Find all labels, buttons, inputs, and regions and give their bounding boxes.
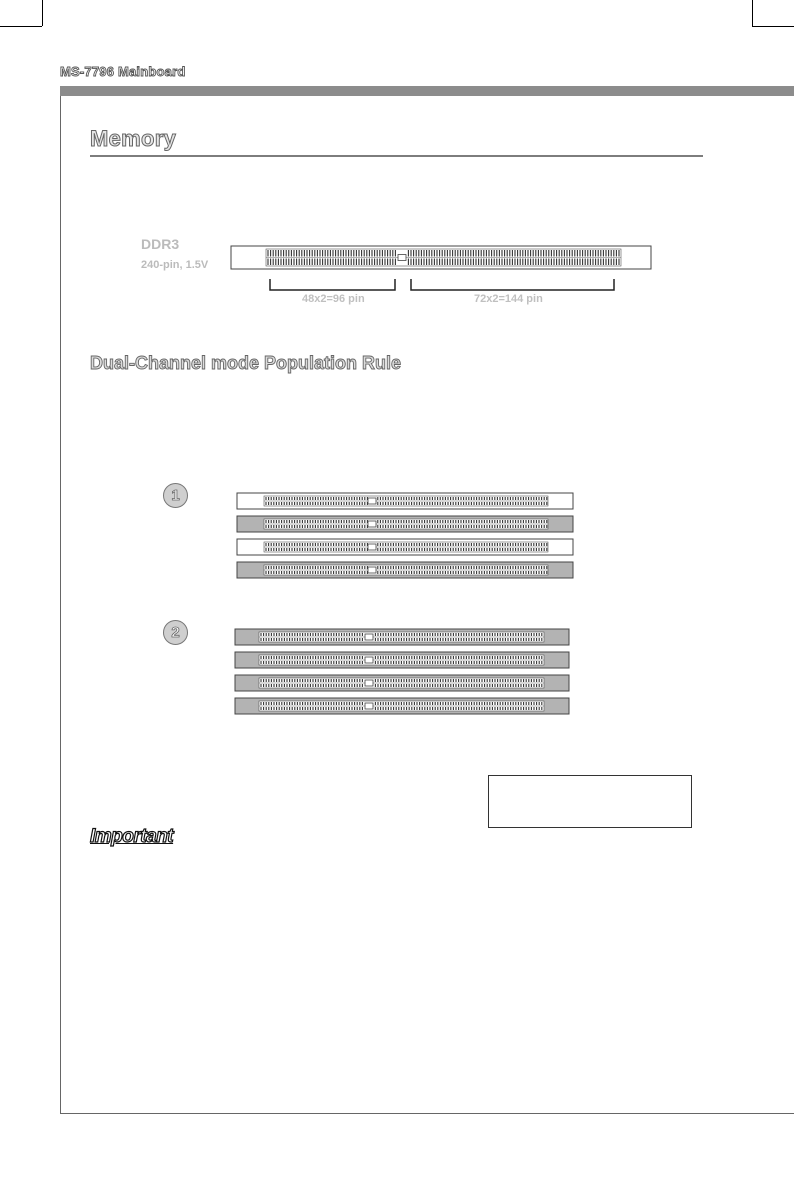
- slot-legend: [488, 775, 692, 828]
- dimm-notch: [368, 498, 376, 504]
- badge-number: 1: [171, 487, 180, 504]
- dimm-notch: [368, 567, 376, 573]
- important-heading: Important: [90, 826, 174, 847]
- dimm-notch: [365, 680, 373, 686]
- section-title: Memory: [90, 126, 177, 151]
- pin-count-left: 48x2=96 pin: [302, 293, 365, 305]
- dimm-notch: [368, 544, 376, 550]
- dimm-notch: [365, 634, 373, 640]
- module-spec: 240-pin, 1.5V: [141, 259, 209, 271]
- badge-number: 2: [171, 624, 180, 641]
- dimm-notch: [368, 521, 376, 527]
- module-name: DDR3: [141, 236, 180, 252]
- dimm-notch: [365, 703, 373, 709]
- dimm-notch: [365, 657, 373, 663]
- pin-count-right: 72x2=144 pin: [474, 293, 543, 305]
- page-frame-bottom: [60, 1113, 794, 1114]
- population-rule-title: Dual-Channel mode Population Rule: [90, 353, 402, 373]
- running-header: MS-7796 Mainboard: [60, 64, 186, 79]
